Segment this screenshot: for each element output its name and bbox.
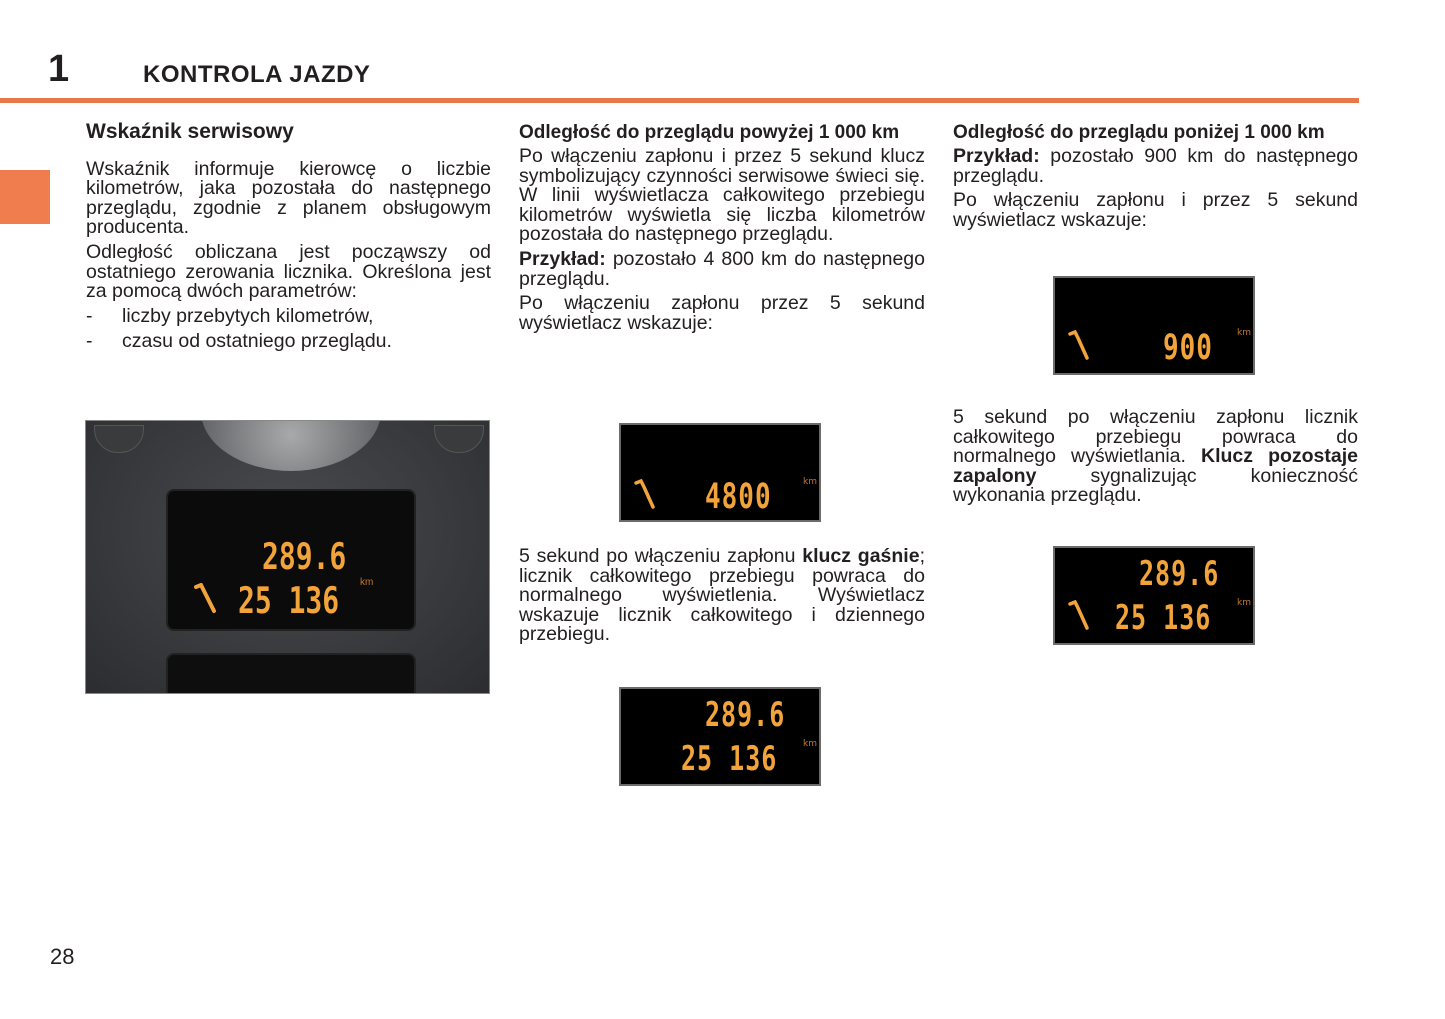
chapter-title: KONTROLA JAZDY bbox=[143, 61, 371, 88]
warning-lamp-right bbox=[434, 425, 484, 453]
trip-readout: 289.6 bbox=[262, 535, 347, 578]
km-unit: km bbox=[360, 577, 374, 588]
km-unit: km bbox=[803, 477, 817, 487]
km-unit: km bbox=[803, 739, 817, 749]
header-rule bbox=[0, 98, 1359, 103]
paragraph: Wskaźnik informuje kierowcę o liczbie kilometrów, jaka pozostała do następnego przeglądu, zgodnie z planem obsługowym producenta. bbox=[86, 157, 491, 239]
column-above-1000km bbox=[519, 123, 925, 338]
lower-screen bbox=[166, 653, 416, 694]
km-unit: km bbox=[1237, 598, 1251, 608]
paragraph: 5 sekund po włączeniu zapłonu licznik całkowitego przebiegu powraca do normalnego wyświetlania. Klucz pozostaje zapalony sygnalizując konieczność wykonania przeglądu. bbox=[953, 406, 1359, 507]
total-readout: 25 136 bbox=[681, 739, 778, 779]
lcd-display-normal-with-wrench bbox=[1053, 546, 1255, 645]
lcd-display-normal bbox=[619, 687, 821, 786]
page-number: 28 bbox=[50, 944, 75, 969]
paragraph: 5 sekund po włączeniu zapłonu klucz gaśnie; licznik całkowitego przebiegu powraca do normalnego wyświetlenia. Wyświetlacz wskazuje licznik całkowitego i dziennego przebiegu. bbox=[519, 545, 925, 646]
remaining-km-readout: 900 bbox=[1163, 328, 1213, 369]
paragraph: Przykład: pozostało 900 km do następnego przeglądu. bbox=[953, 145, 1358, 187]
section-heading: Odległość do przeglądu powyżej 1 000 km bbox=[519, 122, 900, 143]
paragraph: Po włączeniu zapłonu przez 5 sekund wyświetlacz wskazuje: bbox=[519, 292, 925, 334]
wrench-icon bbox=[633, 479, 657, 511]
paragraph: Po włączeniu zapłonu i przez 5 sekund klucz symbolizujący czynności serwisowe świeci się. W linii wyświetlacza całkowitego przebiegu kilometrów wyświetla się liczba kilometrów pozostała do następnego przeglądu. bbox=[519, 145, 925, 246]
lcd-display-4800 bbox=[619, 423, 821, 522]
paragraph: Po włączeniu zapłonu i przez 5 sekund wyświetlacz wskazuje: bbox=[953, 189, 1358, 231]
column-service-indicator bbox=[86, 122, 491, 358]
section-heading: Wskaźnik serwisowy bbox=[86, 120, 294, 143]
chapter-side-tab bbox=[0, 170, 50, 224]
total-readout: 25 136 bbox=[1115, 598, 1212, 638]
section-heading: Odległość do przeglądu poniżej 1 000 km bbox=[953, 122, 1325, 143]
remaining-km-readout: 4800 bbox=[705, 477, 772, 518]
chapter-number: 1 bbox=[48, 48, 70, 90]
col2-after-text bbox=[519, 547, 925, 645]
km-unit: km bbox=[1237, 328, 1251, 338]
list-item: - liczby przebytych kilometrów, bbox=[86, 304, 374, 327]
warning-lamp-left bbox=[94, 425, 144, 453]
trip-readout: 289.6 bbox=[705, 695, 786, 735]
paragraph: Odległość obliczana jest począwszy od ostatniego zerowania licznika. Określona jest za pomocą dwóch parametrów: bbox=[86, 240, 491, 303]
dashboard-photo bbox=[85, 420, 490, 694]
instrument-screen bbox=[166, 489, 416, 631]
parameter-list bbox=[86, 304, 491, 353]
gauge-bezel bbox=[201, 420, 381, 471]
paragraph: Przykład: pozostało 4 800 km do następnego przeglądu. bbox=[519, 247, 925, 290]
list-item: - czasu od ostatniego przeglądu. bbox=[86, 330, 392, 353]
col3-after-text bbox=[953, 408, 1358, 506]
column-below-1000km bbox=[953, 123, 1358, 235]
total-readout: 25 136 bbox=[238, 579, 340, 622]
wrench-icon bbox=[192, 583, 218, 615]
lcd-display-900 bbox=[1053, 276, 1255, 375]
trip-readout: 289.6 bbox=[1139, 554, 1220, 594]
wrench-icon bbox=[1067, 330, 1091, 362]
wrench-icon bbox=[1067, 600, 1091, 632]
